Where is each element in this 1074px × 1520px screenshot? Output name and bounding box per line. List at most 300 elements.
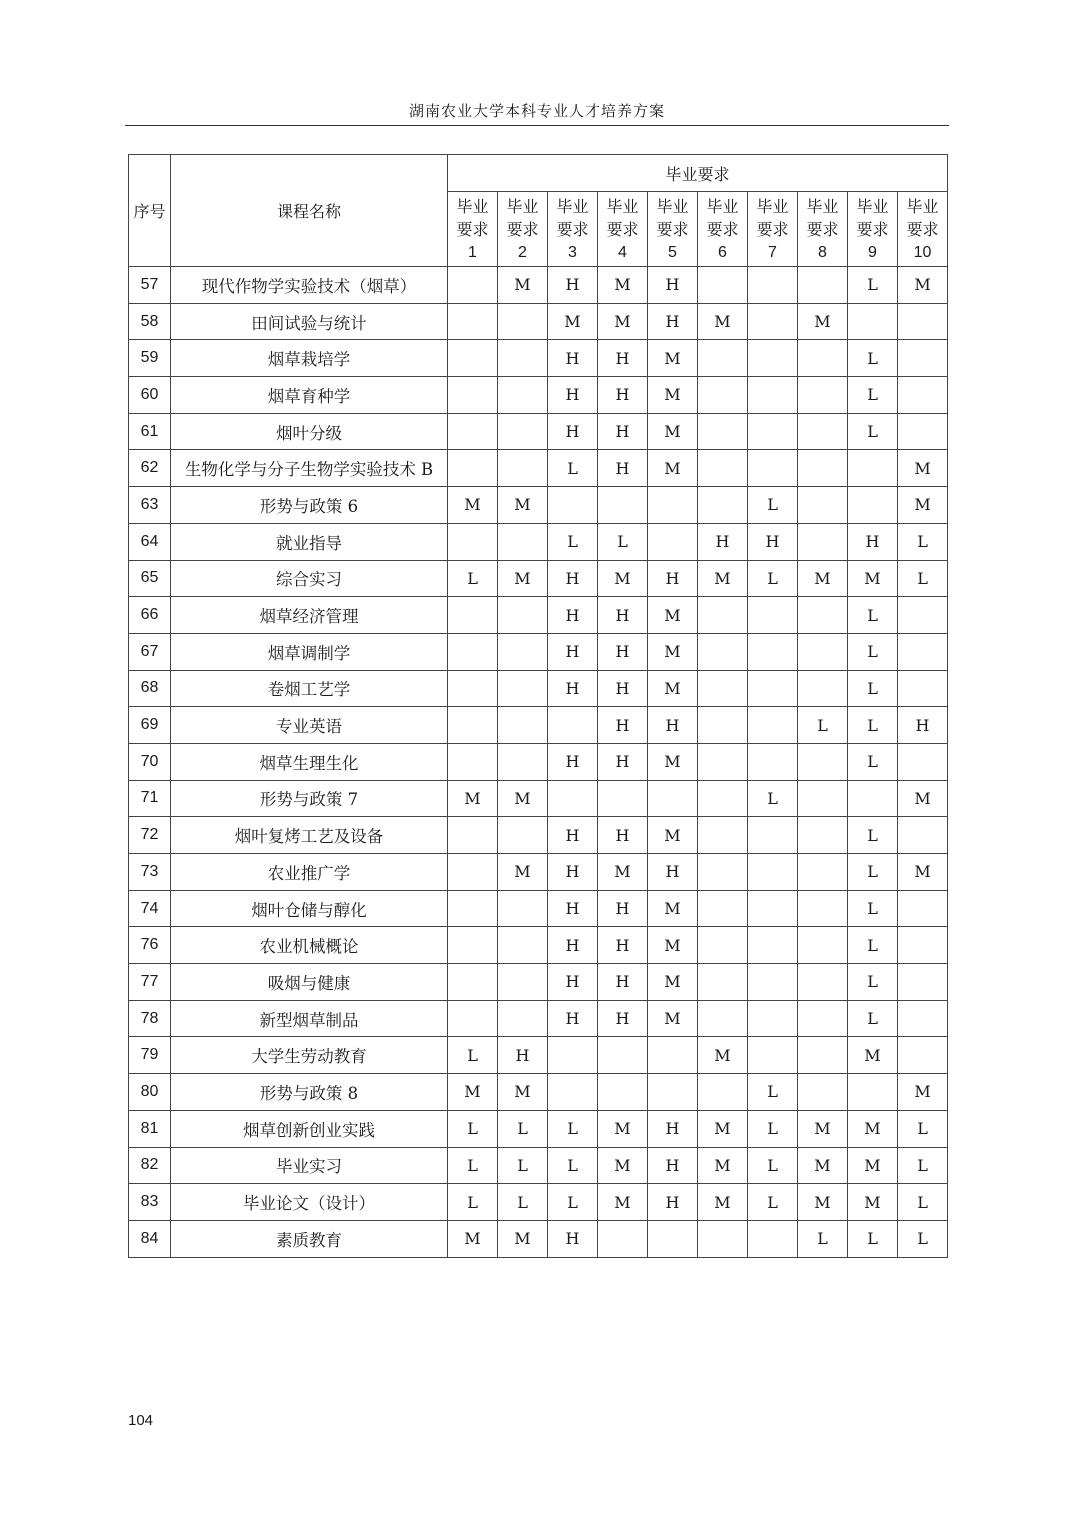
table-row	[129, 1037, 948, 1074]
row-requirement-2-level: M	[498, 1074, 548, 1111]
row-requirement-4-level: H	[598, 890, 648, 927]
row-requirement-2-level	[498, 743, 548, 780]
row-requirement-5-level: M	[648, 597, 698, 634]
header-requirement-4	[598, 192, 648, 267]
row-requirement-10-level	[898, 303, 948, 340]
row-requirement-10-level: M	[898, 1074, 948, 1111]
row-requirement-5-level	[648, 1037, 698, 1074]
row-requirement-6-level	[698, 670, 748, 707]
row-requirement-8-level: M	[798, 303, 848, 340]
row-requirement-1-level	[448, 597, 498, 634]
row-requirement-5-level: M	[648, 964, 698, 1001]
header-req-line2: 要求	[856, 219, 889, 239]
header-req-number: 2	[518, 243, 527, 261]
row-requirement-5-level: M	[648, 377, 698, 414]
row-seq: 66	[129, 597, 171, 634]
row-seq: 60	[129, 377, 171, 414]
row-requirement-9-level	[848, 1074, 898, 1111]
row-requirement-8-level	[798, 633, 848, 670]
row-requirement-1-level	[448, 817, 498, 854]
row-requirement-7-level	[748, 1037, 798, 1074]
row-requirement-9-level: L	[848, 927, 898, 964]
row-seq: 84	[129, 1220, 171, 1257]
row-requirement-7-level	[748, 413, 798, 450]
row-requirement-10-level: L	[898, 1110, 948, 1147]
row-requirement-5-level: M	[648, 743, 698, 780]
row-requirement-10-level: H	[898, 707, 948, 744]
row-course-name: 新型烟草制品	[171, 1000, 448, 1037]
row-requirement-8-level	[798, 927, 848, 964]
row-requirement-6-level: M	[698, 1110, 748, 1147]
row-requirement-1-level: L	[448, 1037, 498, 1074]
row-course-name: 烟叶分级	[171, 413, 448, 450]
row-requirement-10-level: L	[898, 1184, 948, 1221]
row-requirement-5-level	[648, 487, 698, 524]
row-course-name: 烟草育种学	[171, 377, 448, 414]
header-req-number: 10	[913, 243, 932, 261]
row-requirement-9-level: M	[848, 1184, 898, 1221]
row-requirement-3-level: H	[548, 633, 598, 670]
row-requirement-6-level: M	[698, 1184, 748, 1221]
row-requirement-10-level: M	[898, 487, 948, 524]
header-requirement-6	[698, 192, 748, 267]
row-requirement-8-level: M	[798, 1110, 848, 1147]
row-requirement-7-level	[748, 303, 798, 340]
row-requirement-10-level: L	[898, 1147, 948, 1184]
row-course-name: 就业指导	[171, 523, 448, 560]
table-row	[129, 633, 948, 670]
header-req-line1: 毕业	[856, 196, 889, 216]
row-requirement-2-level	[498, 1000, 548, 1037]
table-row	[129, 597, 948, 634]
row-requirement-3-level: H	[548, 854, 598, 891]
table-row	[129, 1147, 948, 1184]
row-requirement-9-level: M	[848, 560, 898, 597]
row-requirement-6-level	[698, 817, 748, 854]
row-requirement-3-level: H	[548, 964, 598, 1001]
row-requirement-1-level	[448, 377, 498, 414]
row-requirement-6-level	[698, 377, 748, 414]
row-requirement-6-level	[698, 1220, 748, 1257]
row-requirement-6-level	[698, 854, 748, 891]
row-requirement-9-level: M	[848, 1147, 898, 1184]
row-requirement-8-level	[798, 1074, 848, 1111]
row-seq: 74	[129, 890, 171, 927]
row-requirement-9-level	[848, 450, 898, 487]
header-req-line2: 要求	[556, 219, 589, 239]
row-requirement-9-level: L	[848, 413, 898, 450]
row-requirement-3-level: H	[548, 890, 598, 927]
row-requirement-3-level: H	[548, 927, 598, 964]
row-requirement-2-level	[498, 450, 548, 487]
row-requirement-5-level: M	[648, 633, 698, 670]
row-requirement-2-level	[498, 377, 548, 414]
table-row	[129, 670, 948, 707]
row-requirement-2-level: L	[498, 1147, 548, 1184]
row-seq: 81	[129, 1110, 171, 1147]
row-requirement-7-level	[748, 927, 798, 964]
row-requirement-7-level	[748, 340, 798, 377]
row-requirement-2-level	[498, 707, 548, 744]
row-requirement-4-level: H	[598, 964, 648, 1001]
row-requirement-9-level: L	[848, 633, 898, 670]
row-requirement-8-level: L	[798, 1220, 848, 1257]
row-requirement-6-level	[698, 890, 748, 927]
row-requirement-5-level: H	[648, 560, 698, 597]
row-requirement-7-level	[748, 707, 798, 744]
row-course-name: 田间试验与统计	[171, 303, 448, 340]
row-requirement-10-level: M	[898, 854, 948, 891]
row-requirement-5-level: M	[648, 340, 698, 377]
row-requirement-2-level	[498, 523, 548, 560]
header-req-number: 1	[468, 243, 477, 261]
row-requirement-2-level: L	[498, 1110, 548, 1147]
row-requirement-5-level	[648, 523, 698, 560]
page-header-title: 湖南农业大学本科专业人才培养方案	[408, 102, 665, 120]
row-requirement-1-level: M	[448, 1074, 498, 1111]
row-requirement-10-level	[898, 1000, 948, 1037]
row-requirement-3-level	[548, 1037, 598, 1074]
row-requirement-2-level	[498, 340, 548, 377]
header-req-line1: 毕业	[906, 196, 939, 216]
row-requirement-8-level	[798, 890, 848, 927]
row-requirement-5-level	[648, 1074, 698, 1111]
row-seq: 76	[129, 927, 171, 964]
row-requirement-10-level	[898, 340, 948, 377]
row-requirement-9-level: L	[848, 890, 898, 927]
row-seq: 71	[129, 780, 171, 817]
header-req-line2: 要求	[706, 219, 739, 239]
row-course-name: 专业英语	[171, 707, 448, 744]
row-seq: 77	[129, 964, 171, 1001]
row-requirement-8-level	[798, 523, 848, 560]
row-requirement-4-level: M	[598, 1147, 648, 1184]
row-requirement-10-level: L	[898, 523, 948, 560]
row-requirement-2-level: M	[498, 560, 548, 597]
row-requirement-8-level	[798, 487, 848, 524]
row-requirement-8-level	[798, 597, 848, 634]
row-seq: 61	[129, 413, 171, 450]
row-requirement-8-level	[798, 964, 848, 1001]
row-requirement-9-level: L	[848, 670, 898, 707]
row-requirement-6-level	[698, 450, 748, 487]
row-requirement-4-level: H	[598, 597, 648, 634]
table-row	[129, 780, 948, 817]
row-requirement-7-level: L	[748, 1074, 798, 1111]
row-requirement-1-level: M	[448, 780, 498, 817]
row-seq: 79	[129, 1037, 171, 1074]
table-row	[129, 1110, 948, 1147]
row-requirement-5-level: H	[648, 707, 698, 744]
header-rule	[125, 125, 949, 126]
header-req-line1: 毕业	[706, 196, 739, 216]
row-requirement-9-level: H	[848, 523, 898, 560]
row-requirement-2-level	[498, 597, 548, 634]
header-requirement-7	[748, 192, 798, 267]
row-requirement-3-level: L	[548, 1147, 598, 1184]
row-requirement-3-level: H	[548, 743, 598, 780]
row-requirement-6-level	[698, 707, 748, 744]
row-requirement-6-level: M	[698, 1147, 748, 1184]
row-requirement-1-level	[448, 450, 498, 487]
row-requirement-10-level	[898, 377, 948, 414]
header-req-line1: 毕业	[506, 196, 539, 216]
row-requirement-5-level: M	[648, 817, 698, 854]
header-req-line2: 要求	[606, 219, 639, 239]
row-seq: 78	[129, 1000, 171, 1037]
row-seq: 80	[129, 1074, 171, 1111]
row-requirement-6-level	[698, 1000, 748, 1037]
row-course-name: 毕业论文（设计）	[171, 1184, 448, 1221]
row-requirement-6-level	[698, 267, 748, 304]
row-requirement-5-level	[648, 1220, 698, 1257]
row-course-name: 生物化学与分子生物学实验技术 B	[171, 450, 448, 487]
row-requirement-3-level: M	[548, 303, 598, 340]
row-requirement-5-level: M	[648, 927, 698, 964]
row-requirement-10-level: M	[898, 267, 948, 304]
row-requirement-10-level: L	[898, 1220, 948, 1257]
header-req-line1: 毕业	[556, 196, 589, 216]
row-requirement-5-level: H	[648, 1147, 698, 1184]
row-requirement-5-level: M	[648, 1000, 698, 1037]
header-req-line2: 要求	[506, 219, 539, 239]
row-requirement-7-level: L	[748, 1110, 798, 1147]
row-requirement-4-level: H	[598, 413, 648, 450]
row-requirement-6-level	[698, 413, 748, 450]
row-requirement-1-level	[448, 1000, 498, 1037]
header-course-name: 课程名称	[171, 155, 448, 267]
header-req-line2: 要求	[906, 219, 939, 239]
row-requirement-4-level: M	[598, 854, 648, 891]
row-requirement-8-level	[798, 340, 848, 377]
page-number: 104	[128, 1412, 154, 1429]
row-requirement-6-level	[698, 633, 748, 670]
row-requirement-6-level	[698, 964, 748, 1001]
table-row	[129, 890, 948, 927]
row-requirement-8-level	[798, 817, 848, 854]
row-requirement-10-level	[898, 817, 948, 854]
table-row	[129, 377, 948, 414]
row-requirement-9-level: L	[848, 1000, 898, 1037]
row-requirement-9-level: L	[848, 340, 898, 377]
row-requirement-2-level	[498, 817, 548, 854]
row-requirement-3-level: L	[548, 523, 598, 560]
row-requirement-9-level: M	[848, 1110, 898, 1147]
header-req-line2: 要求	[456, 219, 489, 239]
header-req-line1: 毕业	[806, 196, 839, 216]
row-requirement-8-level	[798, 1000, 848, 1037]
row-requirement-6-level	[698, 487, 748, 524]
row-requirement-4-level	[598, 780, 648, 817]
row-requirement-8-level	[798, 377, 848, 414]
table-row	[129, 1220, 948, 1257]
row-requirement-2-level	[498, 670, 548, 707]
row-seq: 83	[129, 1184, 171, 1221]
row-requirement-7-level	[748, 377, 798, 414]
row-course-name: 卷烟工艺学	[171, 670, 448, 707]
header-req-line1: 毕业	[456, 196, 489, 216]
row-requirement-3-level: H	[548, 1000, 598, 1037]
row-seq: 57	[129, 267, 171, 304]
row-requirement-9-level: L	[848, 1220, 898, 1257]
header-requirement-1	[448, 192, 498, 267]
row-requirement-6-level: M	[698, 1037, 748, 1074]
row-requirement-3-level: L	[548, 1184, 598, 1221]
row-requirement-1-level	[448, 670, 498, 707]
row-requirement-6-level: M	[698, 560, 748, 597]
row-requirement-2-level	[498, 303, 548, 340]
row-requirement-1-level: L	[448, 1110, 498, 1147]
header-seq: 序号	[129, 155, 171, 267]
header-requirement-10	[898, 192, 948, 267]
row-requirement-5-level: H	[648, 1110, 698, 1147]
row-requirement-4-level	[598, 487, 648, 524]
row-requirement-2-level: M	[498, 854, 548, 891]
table-row	[129, 707, 948, 744]
row-requirement-1-level	[448, 890, 498, 927]
row-requirement-7-level	[748, 890, 798, 927]
row-requirement-10-level: M	[898, 450, 948, 487]
row-course-name: 烟草调制学	[171, 633, 448, 670]
row-requirement-2-level	[498, 964, 548, 1001]
row-requirement-6-level	[698, 780, 748, 817]
row-requirement-1-level	[448, 707, 498, 744]
row-requirement-4-level: M	[598, 1110, 648, 1147]
row-requirement-3-level: H	[548, 560, 598, 597]
row-requirement-4-level: M	[598, 1184, 648, 1221]
row-requirement-3-level: H	[548, 413, 598, 450]
row-requirement-1-level	[448, 267, 498, 304]
requirements-matrix-table	[128, 154, 948, 1258]
header-req-line1: 毕业	[606, 196, 639, 216]
row-requirement-1-level	[448, 413, 498, 450]
row-requirement-1-level	[448, 303, 498, 340]
header-req-number: 6	[718, 243, 727, 261]
row-requirement-4-level: H	[598, 707, 648, 744]
header-req-line2: 要求	[806, 219, 839, 239]
row-requirement-7-level: L	[748, 1184, 798, 1221]
row-seq: 67	[129, 633, 171, 670]
row-requirement-10-level: M	[898, 780, 948, 817]
table-row	[129, 340, 948, 377]
row-requirement-4-level: H	[598, 377, 648, 414]
table-row	[129, 1074, 948, 1111]
row-requirement-7-level	[748, 597, 798, 634]
row-requirement-7-level	[748, 1220, 798, 1257]
row-requirement-4-level: H	[598, 450, 648, 487]
row-course-name: 形势与政策 6	[171, 487, 448, 524]
row-requirement-2-level: M	[498, 780, 548, 817]
row-requirement-7-level: L	[748, 1147, 798, 1184]
row-requirement-10-level	[898, 743, 948, 780]
row-requirement-1-level	[448, 633, 498, 670]
row-requirement-8-level	[798, 413, 848, 450]
row-requirement-1-level: M	[448, 487, 498, 524]
row-requirement-3-level: H	[548, 1220, 598, 1257]
row-requirement-9-level: L	[848, 267, 898, 304]
row-requirement-5-level	[648, 780, 698, 817]
row-course-name: 烟草经济管理	[171, 597, 448, 634]
row-requirement-7-level: L	[748, 560, 798, 597]
row-requirement-8-level: M	[798, 1147, 848, 1184]
row-requirement-6-level	[698, 1074, 748, 1111]
row-requirement-2-level: M	[498, 267, 548, 304]
row-requirement-8-level	[798, 780, 848, 817]
row-requirement-9-level: M	[848, 1037, 898, 1074]
table-row	[129, 413, 948, 450]
row-requirement-2-level	[498, 633, 548, 670]
row-requirement-4-level: M	[598, 303, 648, 340]
header-requirement-3	[548, 192, 598, 267]
row-requirement-3-level: H	[548, 670, 598, 707]
row-requirement-2-level	[498, 927, 548, 964]
row-requirement-7-level	[748, 670, 798, 707]
row-requirement-10-level	[898, 670, 948, 707]
row-requirement-8-level	[798, 854, 848, 891]
header-requirement-5	[648, 192, 698, 267]
row-seq: 82	[129, 1147, 171, 1184]
row-requirement-8-level	[798, 743, 848, 780]
row-course-name: 大学生劳动教育	[171, 1037, 448, 1074]
row-requirement-1-level	[448, 743, 498, 780]
row-requirement-9-level: L	[848, 817, 898, 854]
header-req-number: 9	[868, 243, 877, 261]
row-requirement-4-level: H	[598, 927, 648, 964]
row-requirement-4-level: M	[598, 267, 648, 304]
row-course-name: 烟叶仓储与醇化	[171, 890, 448, 927]
row-course-name: 毕业实习	[171, 1147, 448, 1184]
row-requirement-7-level	[748, 267, 798, 304]
row-requirement-1-level: L	[448, 1147, 498, 1184]
row-requirement-9-level	[848, 303, 898, 340]
row-requirement-5-level: H	[648, 854, 698, 891]
row-course-name: 吸烟与健康	[171, 964, 448, 1001]
row-requirement-7-level	[748, 964, 798, 1001]
table-row	[129, 964, 948, 1001]
row-requirement-8-level: L	[798, 707, 848, 744]
row-requirement-1-level: L	[448, 560, 498, 597]
row-requirement-10-level	[898, 890, 948, 927]
row-requirement-4-level: H	[598, 670, 648, 707]
row-course-name: 农业机械概论	[171, 927, 448, 964]
row-requirement-5-level: M	[648, 450, 698, 487]
row-requirement-4-level: H	[598, 817, 648, 854]
row-requirement-10-level	[898, 964, 948, 1001]
table-row	[129, 927, 948, 964]
row-requirement-1-level	[448, 927, 498, 964]
row-seq: 72	[129, 817, 171, 854]
row-requirement-10-level: L	[898, 560, 948, 597]
row-requirement-9-level: L	[848, 964, 898, 1001]
row-requirement-3-level: H	[548, 817, 598, 854]
header-req-line1: 毕业	[756, 196, 789, 216]
row-requirement-10-level	[898, 597, 948, 634]
row-requirement-4-level: H	[598, 1000, 648, 1037]
row-course-name: 烟草创新创业实践	[171, 1110, 448, 1147]
header-req-number: 8	[818, 243, 827, 261]
row-requirement-4-level	[598, 1074, 648, 1111]
row-requirement-1-level: M	[448, 1220, 498, 1257]
table-row	[129, 267, 948, 304]
row-requirement-3-level: L	[548, 1110, 598, 1147]
row-course-name: 综合实习	[171, 560, 448, 597]
row-requirement-7-level: L	[748, 780, 798, 817]
row-course-name: 农业推广学	[171, 854, 448, 891]
row-requirement-5-level: H	[648, 267, 698, 304]
row-requirement-2-level: M	[498, 1220, 548, 1257]
row-requirement-6-level: M	[698, 303, 748, 340]
row-requirement-1-level	[448, 340, 498, 377]
